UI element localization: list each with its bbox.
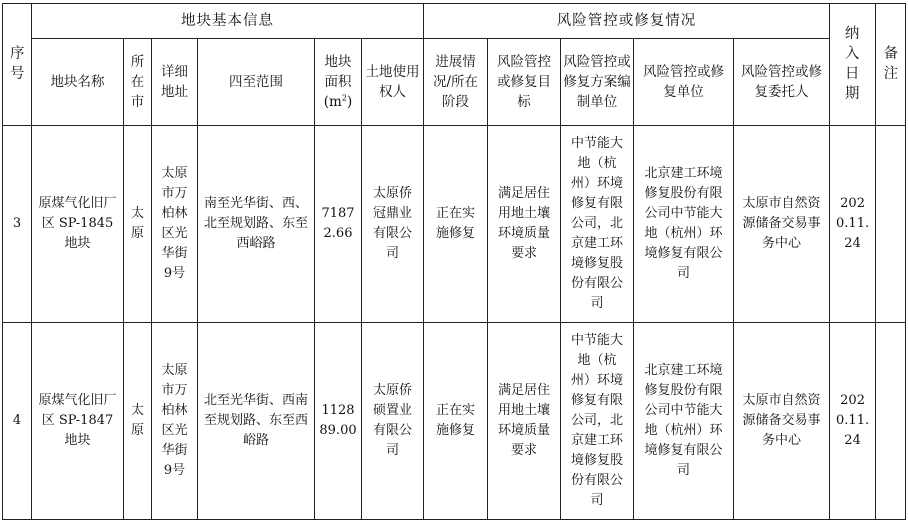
group-header-row (3, 4, 906, 39)
cell-client: 太原市自然资源储备交易事务中心 (734, 125, 830, 322)
header-address: 详细地址 (152, 39, 198, 126)
cell-serial: 3 (3, 125, 32, 322)
cell-site-name: 原煤气化旧厂区 SP-1847地块 (32, 322, 124, 519)
cell-plan-unit: 中节能大地（杭州）环境修复有限公司，北京建工环境修复股份有限公司 (561, 322, 634, 519)
cell-plan-unit: 中节能大地（杭州）环境修复有限公司，北京建工环境修复股份有限公司 (561, 125, 634, 322)
site-remediation-table (2, 3, 906, 520)
header-site-name: 地块名称 (32, 39, 124, 126)
header-city: 所在市 (124, 39, 152, 126)
cell-goal: 满足居住用地土壤环境质量要求 (488, 322, 561, 519)
header-date: 纳入日期 (830, 4, 876, 126)
cell-area: 71872.66 (315, 125, 362, 322)
header-group-risk-control: 风险管控或修复情况 (424, 4, 830, 39)
cell-address: 太原市万柏林区光华街9号 (152, 125, 198, 322)
cell-land-owner: 太原侨冠鼎业有限公司 (362, 125, 424, 322)
header-serial: 序号 (3, 4, 32, 126)
cell-contractor: 北京建工环境修复股份有限公司中节能大地（杭州）环境修复有限公司 (634, 125, 734, 322)
table-row (3, 125, 906, 322)
column-header-row (3, 39, 906, 126)
header-contractor: 风险管控或修复单位 (634, 39, 734, 126)
header-stage: 进展情况/所在阶段 (424, 39, 488, 126)
cell-boundary: 北至光华街、西南至规划路、东至西峪路 (198, 322, 315, 519)
cell-area: 112889.00 (315, 322, 362, 519)
header-goal: 风险管控或修复目标 (488, 39, 561, 126)
cell-land-owner: 太原侨硕置业有限公司 (362, 322, 424, 519)
cell-date: 2020.11.24 (830, 322, 876, 519)
header-land-owner: 土地使用权人 (362, 39, 424, 126)
cell-serial: 4 (3, 322, 32, 519)
table-row (3, 322, 906, 519)
cell-address: 太原市万柏林区光华街9号 (152, 322, 198, 519)
cell-city: 太原 (124, 322, 152, 519)
cell-remark (876, 322, 906, 519)
cell-goal: 满足居住用地土壤环境质量要求 (488, 125, 561, 322)
cell-city: 太原 (124, 125, 152, 322)
cell-stage: 正在实施修复 (424, 322, 488, 519)
header-client: 风险管控或修复委托人 (734, 39, 830, 126)
header-boundary: 四至范围 (198, 39, 315, 126)
header-area: 地块面积$(m^2)$ (315, 39, 362, 126)
cell-date: 2020.11.24 (830, 125, 876, 322)
cell-site-name: 原煤气化旧厂区 SP-1845地块 (32, 125, 124, 322)
cell-contractor: 北京建工环境修复股份有限公司中节能大地（杭州）环境修复有限公司 (634, 322, 734, 519)
cell-boundary: 南至光华街、西、北至规划路、东至西峪路 (198, 125, 315, 322)
cell-stage: 正在实施修复 (424, 125, 488, 322)
cell-remark (876, 125, 906, 322)
header-remark: 备注 (876, 4, 906, 126)
header-plan-unit: 风险管控或修复方案编制单位 (561, 39, 634, 126)
header-group-basic-info: 地块基本信息 (32, 4, 424, 39)
cell-client: 太原市自然资源储备交易事务中心 (734, 322, 830, 519)
